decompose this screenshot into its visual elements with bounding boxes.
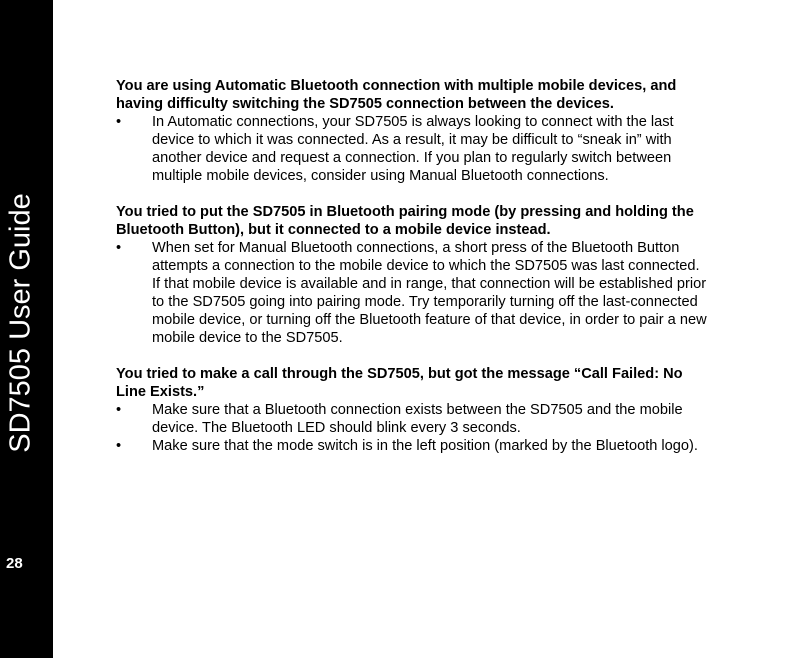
- section-heading: [116, 365, 786, 401]
- heading-line: having difficulty switching the SD7505 connection between the devices.: [116, 96, 614, 112]
- section-heading: [116, 77, 786, 113]
- troubleshooting-section: [116, 365, 786, 455]
- bullet-line: If that mobile device is available and in range, that connection will be established prior: [152, 276, 707, 292]
- bullet-item: [116, 239, 786, 347]
- bullet-line: another device and request a connection. If you plan to regularly switch between: [152, 150, 672, 166]
- bullet-item: [116, 113, 786, 185]
- heading-line: Line Exists.”: [116, 384, 205, 400]
- bullet-line: multiple mobile devices, consider using Manual Bluetooth connections.: [152, 168, 609, 184]
- bullet-line: When set for Manual Bluetooth connections, a short press of the Bluetooth Button: [152, 240, 680, 256]
- bullet-line: device to which it was connected. As a result, it may be difficult to “sneak in” with: [152, 132, 672, 148]
- bullet-line: to the SD7505 going into pairing mode. Try temporarily turning off the last-connected: [152, 294, 698, 310]
- troubleshooting-section: [116, 77, 786, 185]
- bullet-icon: •: [116, 402, 122, 418]
- bullet-line: device. The Bluetooth LED should blink every 3 seconds.: [152, 420, 521, 436]
- heading-line: Bluetooth Button), but it connected to a mobile device instead.: [116, 222, 551, 238]
- bullet-icon: •: [116, 114, 122, 130]
- bullet-line: Make sure that the mode switch is in the left position (marked by the Bluetooth logo).: [152, 438, 698, 454]
- bullet-line: mobile device to the SD7505.: [152, 330, 343, 346]
- heading-line: You tried to put the SD7505 in Bluetooth pairing mode (by pressing and holding the: [116, 204, 694, 220]
- bullet-line: mobile device, or turning off the Bluetooth feature of that device, in order to pair a new: [152, 312, 707, 328]
- bullet-line: Make sure that a Bluetooth connection exists between the SD7505 and the mobile: [152, 402, 683, 418]
- bullet-line: In Automatic connections, your SD7505 is always looking to connect with the last: [152, 114, 674, 130]
- bullet-item: [116, 437, 786, 455]
- troubleshooting-section: [116, 203, 786, 347]
- heading-line: You are using Automatic Bluetooth connection with multiple mobile devices, and: [116, 78, 677, 94]
- section-heading: [116, 203, 786, 239]
- bullet-item: [116, 401, 786, 437]
- troubleshooting-content: [116, 77, 786, 473]
- heading-line: You tried to make a call through the SD7505, but got the message “Call Failed: No: [116, 366, 683, 382]
- guide-title: SD7505 User Guide: [4, 193, 37, 453]
- sidebar: [0, 0, 53, 658]
- bullet-icon: •: [116, 438, 122, 454]
- bullet-line: attempts a connection to the mobile device to which the SD7505 was last connected.: [152, 258, 700, 274]
- page-number: 28: [6, 555, 23, 572]
- bullet-icon: •: [116, 240, 122, 256]
